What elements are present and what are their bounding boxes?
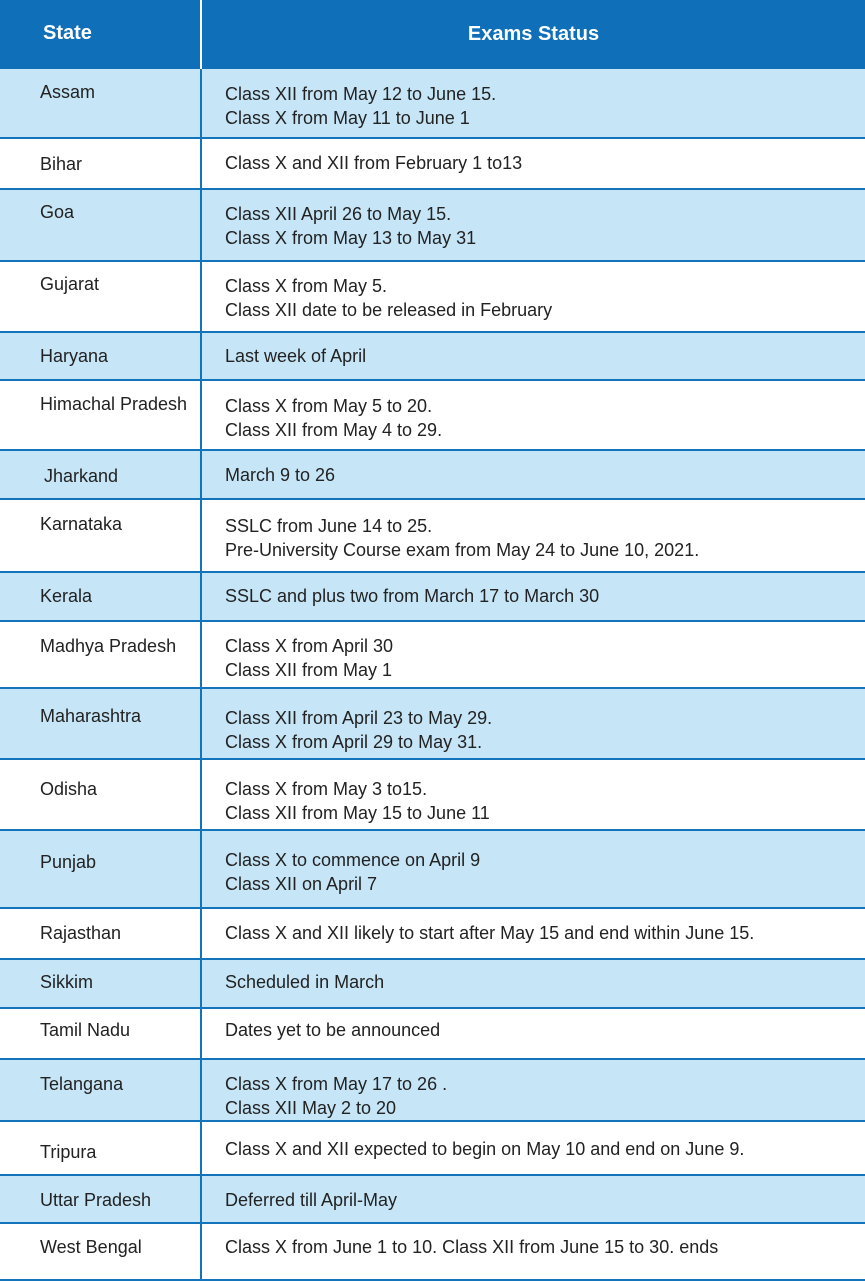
exam-status-line: Class X and XII expected to begin on May 10 and end on June 9. xyxy=(225,1139,745,1159)
state-cell: Himachal Pradesh xyxy=(40,394,188,414)
table-row xyxy=(0,451,865,500)
exam-status-line: SSLC from June 14 to 25. xyxy=(225,516,433,536)
state-cell: Haryana xyxy=(40,346,109,366)
state-cell: Rajasthan xyxy=(40,923,122,943)
exam-status-cell xyxy=(200,139,865,188)
exam-status-cell xyxy=(200,333,865,379)
exam-status-line: Class X from May 5. xyxy=(225,276,388,296)
state-cell: Assam xyxy=(40,82,96,102)
state-cell: Telangana xyxy=(40,1074,124,1094)
exam-status-cell xyxy=(200,69,865,137)
state-cell: Tamil Nadu xyxy=(40,1020,131,1040)
table-row xyxy=(0,190,865,262)
state-cell: Karnataka xyxy=(40,514,123,534)
state-cell: Uttar Pradesh xyxy=(40,1190,152,1210)
state-cell: Goa xyxy=(40,202,75,222)
table-row xyxy=(0,139,865,190)
table-header xyxy=(0,0,865,69)
exam-status-line: Class XII from May 12 to June 15. xyxy=(225,84,497,104)
state-cell: Jharkand xyxy=(44,466,119,486)
exam-status-cell xyxy=(200,1060,865,1120)
state-cell: Sikkim xyxy=(40,972,93,992)
table-row xyxy=(0,622,865,689)
table-row xyxy=(0,689,865,760)
state-cell: Maharashtra xyxy=(40,706,142,726)
table-row xyxy=(0,1176,865,1224)
exam-status-cell xyxy=(200,1122,865,1174)
exam-status-line: Class X to commence on April 9 xyxy=(225,850,481,870)
exam-status-line: Pre-University Course exam from May 24 to June 10, 2021. xyxy=(225,540,700,560)
exam-status-cell xyxy=(200,573,865,620)
exam-status-line: Class XII April 26 to May 15. xyxy=(225,204,452,224)
exam-status-line: Scheduled in March xyxy=(225,972,385,992)
table-row xyxy=(0,573,865,622)
exam-status-line: SSLC and plus two from March 17 to March 30 xyxy=(225,586,600,606)
state-cell: Bihar xyxy=(40,154,83,174)
exam-status-line: Class XII May 2 to 20 xyxy=(225,1098,397,1118)
exam-status-cell xyxy=(200,760,865,829)
exam-status-line: Class X from May 11 to June 1 xyxy=(225,108,470,128)
table-row xyxy=(0,760,865,831)
exam-status-line: Class X and XII likely to start after May 15 and end within June 15. xyxy=(225,923,755,943)
exam-status-cell xyxy=(200,451,865,498)
exam-status-line: Class X from April 30 xyxy=(225,636,394,656)
state-cell: Kerala xyxy=(40,586,93,606)
exam-status-line: Deferred till April-May xyxy=(225,1190,398,1210)
table-row xyxy=(0,381,865,451)
exam-status-line: Last week of April xyxy=(225,346,367,366)
table-row xyxy=(0,960,865,1009)
exam-status-line: Class X from May 17 to 26 . xyxy=(225,1074,448,1094)
table-body xyxy=(0,69,865,1281)
state-cell: Punjab xyxy=(40,852,97,872)
table-row xyxy=(0,262,865,333)
exam-status-line: Class X from June 1 to 10. Class XII from June 15 to 30. ends xyxy=(225,1237,719,1257)
table-row xyxy=(0,1224,865,1281)
exam-status-cell xyxy=(200,1224,865,1279)
exam-status-line: Dates yet to be announced xyxy=(225,1020,441,1040)
table-row xyxy=(0,1009,865,1060)
state-cell: Gujarat xyxy=(40,274,100,294)
exam-status-line: Class XII from May 1 xyxy=(225,660,393,680)
exam-status-line: Class X and XII from February 1 to13 xyxy=(225,153,523,173)
exam-status-line: Class XII from May 4 to 29. xyxy=(225,420,443,440)
exam-status-cell xyxy=(200,500,865,571)
header-exams-status: Exams Status xyxy=(200,0,865,69)
exam-status-cell xyxy=(200,190,865,260)
exam-status-line: Class X from April 29 to May 31. xyxy=(225,732,483,752)
table-row xyxy=(0,831,865,909)
exam-status-cell xyxy=(200,1009,865,1058)
exam-status-line: Class X from May 13 to May 31 xyxy=(225,228,477,248)
exam-status-cell xyxy=(200,1176,865,1222)
table-row xyxy=(0,333,865,381)
state-cell: West Bengal xyxy=(40,1237,142,1257)
table-row xyxy=(0,909,865,960)
exam-status-cell xyxy=(200,831,865,907)
exam-status-line: Class XII from April 23 to May 29. xyxy=(225,708,493,728)
table-row xyxy=(0,69,865,139)
state-cell: Madhya Pradesh xyxy=(40,636,177,656)
exam-status-line: Class XII date to be released in February xyxy=(225,300,553,320)
exam-status-cell xyxy=(200,960,865,1007)
exam-status-line: Class XII from May 15 to June 11 xyxy=(225,803,490,823)
exam-status-line: Class X from May 5 to 20. xyxy=(225,396,433,416)
exam-status-cell xyxy=(200,689,865,758)
table-row xyxy=(0,1122,865,1176)
table-row xyxy=(0,500,865,573)
exam-status-line: Class XII on April 7 xyxy=(225,874,378,894)
exam-status-cell xyxy=(200,381,865,449)
exam-status-cell xyxy=(200,622,865,687)
exam-status-line: March 9 to 26 xyxy=(225,465,336,485)
exam-status-cell xyxy=(200,909,865,958)
header-state: State xyxy=(43,22,92,44)
table-row xyxy=(0,1060,865,1122)
state-cell: Odisha xyxy=(40,779,98,799)
exam-status-cell xyxy=(200,262,865,331)
state-cell: Tripura xyxy=(40,1142,97,1162)
exam-status-line: Class X from May 3 to15. xyxy=(225,779,428,799)
